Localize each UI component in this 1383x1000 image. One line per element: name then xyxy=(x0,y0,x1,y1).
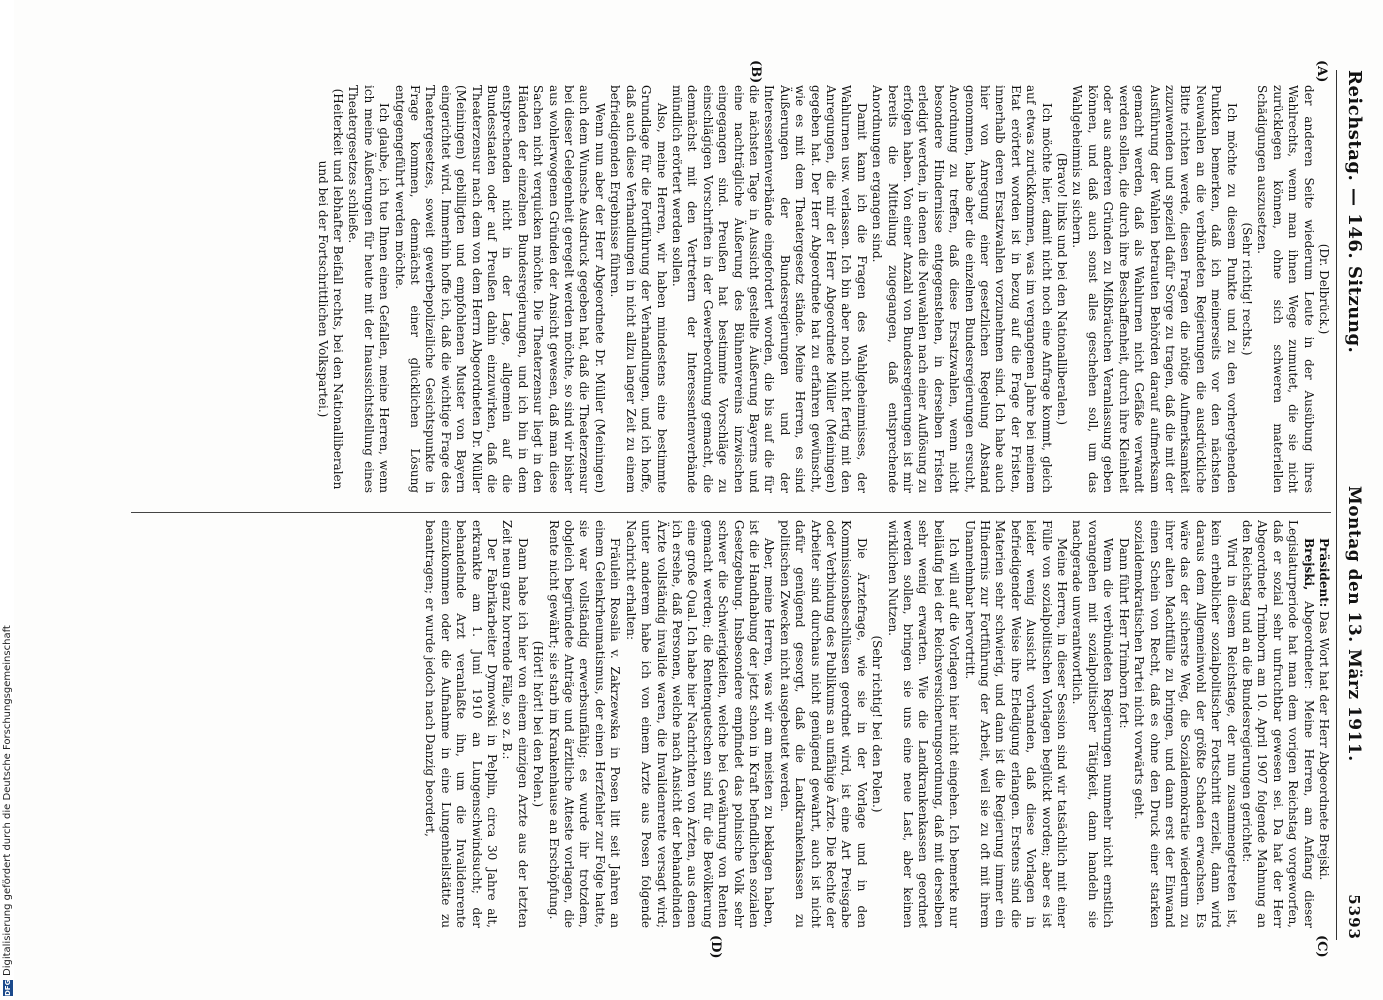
page-header xyxy=(1339,70,1365,940)
interjection xyxy=(1054,85,1069,493)
paragraph xyxy=(1239,520,1316,928)
paragraph xyxy=(391,85,607,493)
paragraph-text: Wenn die verbündeten Regierungen nunmehr nicht ernstlich vorangehen mit sozialpolitischer Tätigkeit, dann handeln sie nachgerade unverantwortlich. xyxy=(1070,520,1116,928)
margin-letter-c: (C) xyxy=(1314,935,1329,958)
paragraph xyxy=(499,520,530,928)
paragraph xyxy=(622,520,776,928)
margin-letter-d: (D) xyxy=(708,935,723,959)
paragraph-text: Die Ärztefrage, wie sie in der Vorlage und in den Kommissionsbeschlüssen geordnet wird, ist eine Art Preisgabe oder Verbindung des Publikums an unfähige Ärzte. Die Rechte der Arbeiter sind durchaus nicht genügend gewahrt, auch ist nicht dafür genügend gesorgt, daß die Landkrankenkassen zu politischen Zwecken nicht ausgebeutet werden. xyxy=(777,520,869,928)
digitization-credit: Digitalisierung gefördert durch die Deutsche Forschungsgemeinschaft xyxy=(2,625,13,976)
paragraph xyxy=(1254,85,1316,493)
paragraph xyxy=(669,85,869,493)
right-text-column xyxy=(41,520,1331,928)
paragraph-text: (Sehr richtig! bei den Polen.) xyxy=(870,635,885,813)
interjection xyxy=(530,520,545,928)
paragraph-text: Also, meine Herren, wir haben mindestens eine bestimmte Grundlage für die Fortführung der Verhandlungen, und ich hoffe, daß auch diese Verhandlungen in nicht allzu langer Zeit zu einem befriedigenden Ergebnisse führen. xyxy=(608,85,669,493)
paragraph xyxy=(1069,520,1115,928)
interjection xyxy=(869,520,884,928)
paragraph-text: Dann führt Herr Trimborn fort: xyxy=(1116,538,1131,729)
paragraph xyxy=(607,85,669,493)
paragraph-text: Ich möchte zu diesem Punkte und zu den vorhergehenden Punkten bemerken, daß ich meinerseits vor den nächsten Neuwahlen an die verbündeten Regierungen die ausdrückliche Bitte richten werde, diesen Fragen die nötige Aufmerksamkeit zuzuwenden und speziell dafür Sorge zu tragen, daß die mit der Ausführung der Wahlen betrauten Behörden darauf aufmerksam gemacht werden, daß als Wahlurnen nicht Gefäße verwandt werden sollen, die durch ihre Beschaffenheit, durch ihre Kleinheit oder aus anderen Gründen zu Mißbräuchen Veranlassung geben können, und daß auch sonst alles geschehen soll, um das Wahlgeheimnis zu sichern. xyxy=(1070,85,1239,493)
paragraph-text: (Dr. Delbrück.) xyxy=(1317,243,1331,335)
interjection xyxy=(314,85,345,493)
digitization-strip xyxy=(0,0,14,1000)
left-text-column xyxy=(41,85,1331,493)
paragraph xyxy=(345,85,391,493)
paragraph-text: (Sehr richtig! rechts.) xyxy=(1239,222,1254,356)
paragraph-text: der anderen Seite wiederum Leute in der Ausübung ihres Wahlrechts, wenn man ihnen Wege zumutet, die sie nicht zurücklegen können, ohne sich schweren materiellen Schädigungen auszusetzen. xyxy=(1255,85,1316,493)
paragraph xyxy=(961,520,1069,928)
paragraph-text: Aber, meine Herren, was wir am meisten zu beklagen haben, ist die Handhabung der jetzt schon in Kraft befindlichen sozialen Gesetzgebung. Insbesondere empfindet das polnische Volk sehr schwer die Schwierigkeiten, welche bei Gewährung von Renten gemacht werden; die Rentenquetschen sind für die Bevölkerung eine große Qual. Ich habe hier Nachrichten von Ärzten, aus denen ich ersehe, daß Personen, welche nach Ansicht der behandelnden Ärzte vollständig invalide waren, die Invalidenrente versagt wird; unter anderem habe ich von einem Arzte aus Posen folgende Nachricht erhalten: xyxy=(623,520,777,928)
paragraph xyxy=(869,85,1054,493)
paragraph-text: Meine Herren, in dieser Session sind wir tatsächlich mit einer Fülle von sozialpolitischen Vorlagen beglückt worden; aber es ist leider wenig Aussicht vorhanden, daß diese Vorlagen in befriedigender Weise ihre Erledigung erlangen. Erstens sind die Materien sehr schwierig, und dann ist die Regierung immer ein Hindernis zur Fortführung der Arbeit, weil sie zu oft mit ihrem Unannehmbar hervortritt. xyxy=(962,520,1070,928)
column-divider xyxy=(131,512,1331,513)
paragraph-text: Abgeordneter: Meine Herren, am Anfang dieser Legislaturperiode hat man dem vorigen Reichstag vorgeworfen, daß er sozial sehr unfruchtbar gewesen sei. Da hat der Herr Abgeordnete Trimborn am 10. April 1907 folgende Mahnung an den Reichstag und an die Bundesregierungen gerichtet: xyxy=(1239,520,1316,928)
paragraph-text: Fräulein Rosalia v. Zakrzewska in Posen litt seit Jahren an einem Gelenkrheumatismus, der einen Herzfehler zur Folge hatte, sie war vollständig erwerbsunfähig; es wurde ihr trotzdem, obgleich begründete Anträge und ärztliche Atteste vorlagen, die Rente nicht gewährt; sie starb im Krankenhause an Erschöpfung. xyxy=(546,520,623,928)
paragraph-text: Ich glaube, ich tue Ihnen einen Gefallen, meine Herren, wenn ich meine Äußerungen für heute mit der Inaussichtstellung eines Theatergesetzes schließe. xyxy=(346,85,392,493)
paragraph-text: Ich möchte hier, damit nicht noch eine Anfrage kommt, gleich auf etwas zurückkommen, was im vergangenen Jahre bei meinem Etat erörtert worden ist in bezug auf die Frage der Fristen, innerhalb deren Ersatzwahlen vorzunehmen sind. Ich habe auch hier von Anregung einer gesetzlichen Regelung Abstand genommen, habe aber die einzelnen Bundesregierungen ersucht, Anordnung zu treffen, daß diese Ersatzwahlen, wenn nicht besondere Hindernisse entgegenstehen, in derselben Fristen erledigt werden, in denen die Neuwahlen nach einer Auflösung zu erfolgen haben. Von einer Anzahl von Bundesregierungen ist mir bereits die Mitteilung zugegangen, daß entsprechende Anordnungen ergangen sind. xyxy=(870,85,1054,493)
interjection xyxy=(1316,85,1331,493)
paragraph xyxy=(884,520,961,928)
paragraph xyxy=(1069,85,1238,493)
paragraph-text: Das Wort hat der Herr Abgeordnete Brejski. xyxy=(1317,611,1331,881)
paragraph-text: Ich will auf die Vorlagen hier nicht eingehen. Ich bemerke nur beiläufig bei der Reichsversicherungsordnung, daß mit derselben sehr wenig erwarten. Wie die Landkrankenkassen geordnet werden sollen, bringen sie uns eine neue Last, aber keinen wirklichen Nutzen. xyxy=(885,520,962,928)
speaker-name: Präsident: xyxy=(1317,538,1331,608)
paragraph-text: (Bravo! links und bei den Nationalliberalen.) xyxy=(1055,152,1070,426)
paragraph-text: (Hört! hört! bei den Polen.) xyxy=(531,640,546,808)
page-number: 5393 xyxy=(1345,894,1363,940)
paragraph-text: Dann habe ich hier von einem einzigen Arzte aus der letzten Zeit neun ganz horrende Fälle, so z. B.: xyxy=(500,520,530,928)
paragraph-text: (Heiterkeit und lebhafter Beifall rechts, bei den Nationalliberalen und bei der Fortschrittlichen Volkspartei.) xyxy=(315,88,345,490)
margin-letter-b: (B) xyxy=(748,60,763,84)
header-session: Reichstag. — 146. Sitzung. xyxy=(1344,70,1365,354)
interjection xyxy=(1239,85,1254,493)
speaker-name: Brejski, xyxy=(1301,538,1316,591)
paragraph xyxy=(545,520,622,928)
header-rule xyxy=(1336,70,1337,940)
paragraph-text: Der Fabrikarbeiter Dymowski in Pelplin, circa 30 Jahre alt, erkrankte am 1. Juni 1910 an Lungenschwindsucht; der behandelnde Arzt veranlaßte ihn, um die Invalidenrente einzukommen oder die Aufnahme in eine Lungenheilstätte zu beantragen; er wurde jedoch nach Danzig beordert, xyxy=(423,520,500,928)
paragraph-text: Damit kann ich die Fragen des Wahlgeheimnisses, der Wahlurnen usw. verlassen. Ich bin aber noch nicht fertig mit den Anregungen, die mir der Herr Abgeordnete Müller (Meiningen) gegeben hat. Der Herr Abgeordnete hat zu erfahren gewünscht, wie es mit dem Theatergesetz stände. Meine Herren, es sind Äußerungen der Bundesregierungen und der Interessentenverbände eingefordert worden, die bis auf die für die nächsten Tage in Aussicht gestellte Äußerung Bayerns und eine nachträgliche Äußerung des Bühnenvereins inzwischen eingegangen sind. Preußen hat bestimmte Vorschläge zu einschlägigen Vorschriften in der Gewerbeordnung gemacht, die demnächst mit den Vertretern der Interessentenverbände mündlich erörtert werden sollen. xyxy=(669,85,869,493)
dfg-logo: DFG xyxy=(4,979,12,996)
paragraph xyxy=(1316,520,1331,928)
paragraph xyxy=(422,520,499,928)
paragraph xyxy=(776,520,868,928)
paragraph xyxy=(1115,520,1130,928)
paragraph-text: Wird in diesem Reichstage, der nun zusammengetreten ist, kein erheblicher sozialpolitischer Fortschritt erzielt, dann wird daraus dem Allgemeinwohl der größte Schaden erwachsen. Es wäre das der sicherste Weg, die Sozialdemokratie wiederum zu ihrer alten Machtfülle zu bringen, und dann erst der Einwand einen Schein von Recht, daß es ohne den Druck einer starken sozialdemokratischen Partei nicht vorwärts geht. xyxy=(1132,520,1239,928)
paragraph-text: Wenn nun aber der Herr Abgeordnete Dr. Müller (Meiningen) auch dem Wunsche Ausdruck gegeben hat, daß die Theaterzensur bei dieser Gelegenheit geregelt werden möchte, so sind wir bisher aus wohlerwogenen Gründen der Ansicht gewesen, daß man diese Sachen nicht verquicken möchte. Die Theaterzensur liegt in den Händen der einzelnen Bundesregierungen, und ich bin in dem entsprechenden nicht in der Lage, allgemein auf die Bundesstaaten oder auf Preußen dahin einzuwirken, daß die Theaterzensur nach dem von dem Herrn Abgeordneten Dr. Müller (Meiningen) gebilligten und empfohlenen Muster von Bayern eingerichtet wird. Immerhin hoffe ich, daß die wichtige Frage des Theatergesetzes, soweit gewerbepolizeiliche Gesichtspunkte in Frage kommen, demnächst einer glücklichen Lösung entgegengeführt werden möchte. xyxy=(392,85,607,493)
paragraph xyxy=(1131,520,1239,928)
margin-letter-a: (A) xyxy=(1314,60,1329,83)
header-date: Montag den 13. März 1911. xyxy=(1344,485,1364,762)
digitization-note xyxy=(1,6,15,996)
